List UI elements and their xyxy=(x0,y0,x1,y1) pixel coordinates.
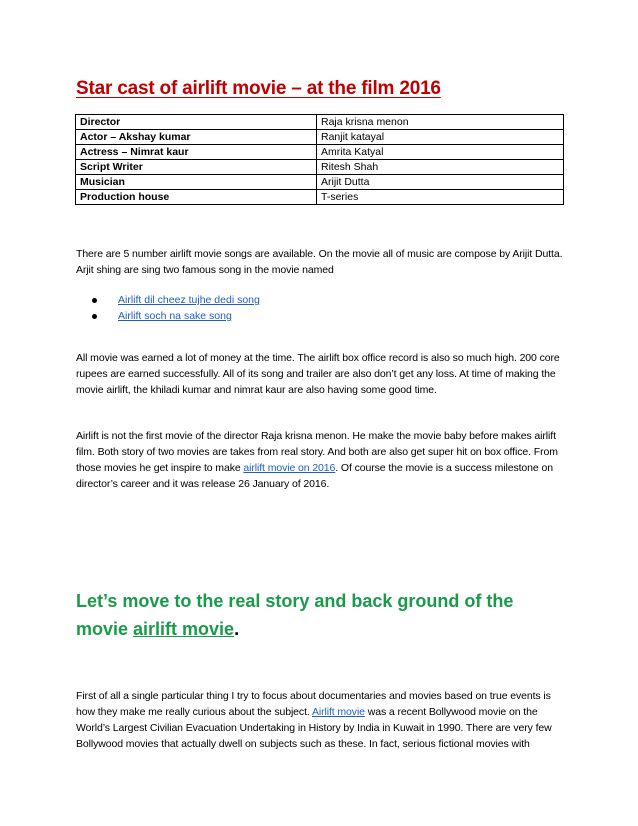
table-cell-role: Actor – Akshay kumar xyxy=(76,130,317,145)
song-list xyxy=(76,292,260,324)
table-cell-role: Script Writer xyxy=(76,160,317,175)
table-row xyxy=(76,190,564,205)
heading-text: Let’s move to the real story and back ground of the movie xyxy=(76,591,514,639)
story-paragraph xyxy=(76,688,566,752)
songs-intro-paragraph: There are 5 number airlift movie songs are available. On the movie all of music are compose by Arijit Dutta. Arjit shing are sing two famous song in the movie named xyxy=(76,248,563,276)
paragraph-text: . Of course the movie is a success milestone on director’s career and it was release 26 January of 2016. xyxy=(76,462,553,490)
heading-period: . xyxy=(234,619,240,639)
song-link-soch-na-sake[interactable]: Airlift soch na sake song xyxy=(118,310,232,322)
director-paragraph xyxy=(76,428,566,492)
table-cell-role: Actress – Nimrat kaur xyxy=(76,145,317,160)
table-cell-name: Arijit Dutta xyxy=(317,175,564,190)
table-cell-role: Director xyxy=(76,115,317,130)
box-office-paragraph: All movie was earned a lot of money at the time. The airlift box office record is also so much high. 200 core rupees are earned successfully. All of its song and trailer are also don’t get any loss. At time of making the movie airlift, the khiladi kumar and nimrat kaur are also having some good time. xyxy=(76,352,560,396)
song-link-dil-cheez[interactable]: Airlift dil cheez tujhe dedi song xyxy=(118,294,260,306)
table-row xyxy=(76,175,564,190)
table-cell-name: T-series xyxy=(317,190,564,205)
bullet-icon xyxy=(92,298,97,303)
table-cell-name: Amrita Katyal xyxy=(317,145,564,160)
airlift-2016-link[interactable]: airlift movie on 2016 xyxy=(243,462,336,474)
table-cell-name: Raja krisna menon xyxy=(317,115,564,130)
airlift-movie-heading-link[interactable]: airlift movie xyxy=(133,619,235,639)
page-title: Star cast of airlift movie – at the film 2016 xyxy=(76,78,441,99)
list-item xyxy=(76,308,260,324)
star-cast-table xyxy=(75,114,564,205)
table-cell-name: Ranjit katayal xyxy=(317,130,564,145)
table-cell-role: Production house xyxy=(76,190,317,205)
section-heading xyxy=(76,587,546,643)
paragraph-text: Airlift is not the first movie of the director Raja krisna menon. He make the movie baby before makes airlift film. Both story of two movies are takes from real story. And both are also get super hit on box office. From those movies he get inspire to make xyxy=(76,430,558,474)
table-row xyxy=(76,160,564,175)
table-cell-name: Ritesh Shah xyxy=(317,160,564,175)
table-row xyxy=(76,115,564,130)
table-row xyxy=(76,145,564,160)
list-item xyxy=(76,292,260,308)
bullet-icon xyxy=(92,314,97,319)
paragraph-text: was a recent Bollywood movie on the World’s Largest Civilian Evacuation Undertaking in History by India in Kuwait in 1990. There are very few Bollywood movies that actually dwell on subjects such as these. In fact, serious fictional movies with xyxy=(76,706,552,750)
table-cell-role: Musician xyxy=(76,175,317,190)
airlift-movie-link[interactable]: Airlift movie xyxy=(311,706,365,718)
paragraph-text: First of all a single particular thing I try to focus about documentaries and movies based on true events is how they make me really curious about the subject. xyxy=(76,690,551,718)
table-row xyxy=(76,130,564,145)
